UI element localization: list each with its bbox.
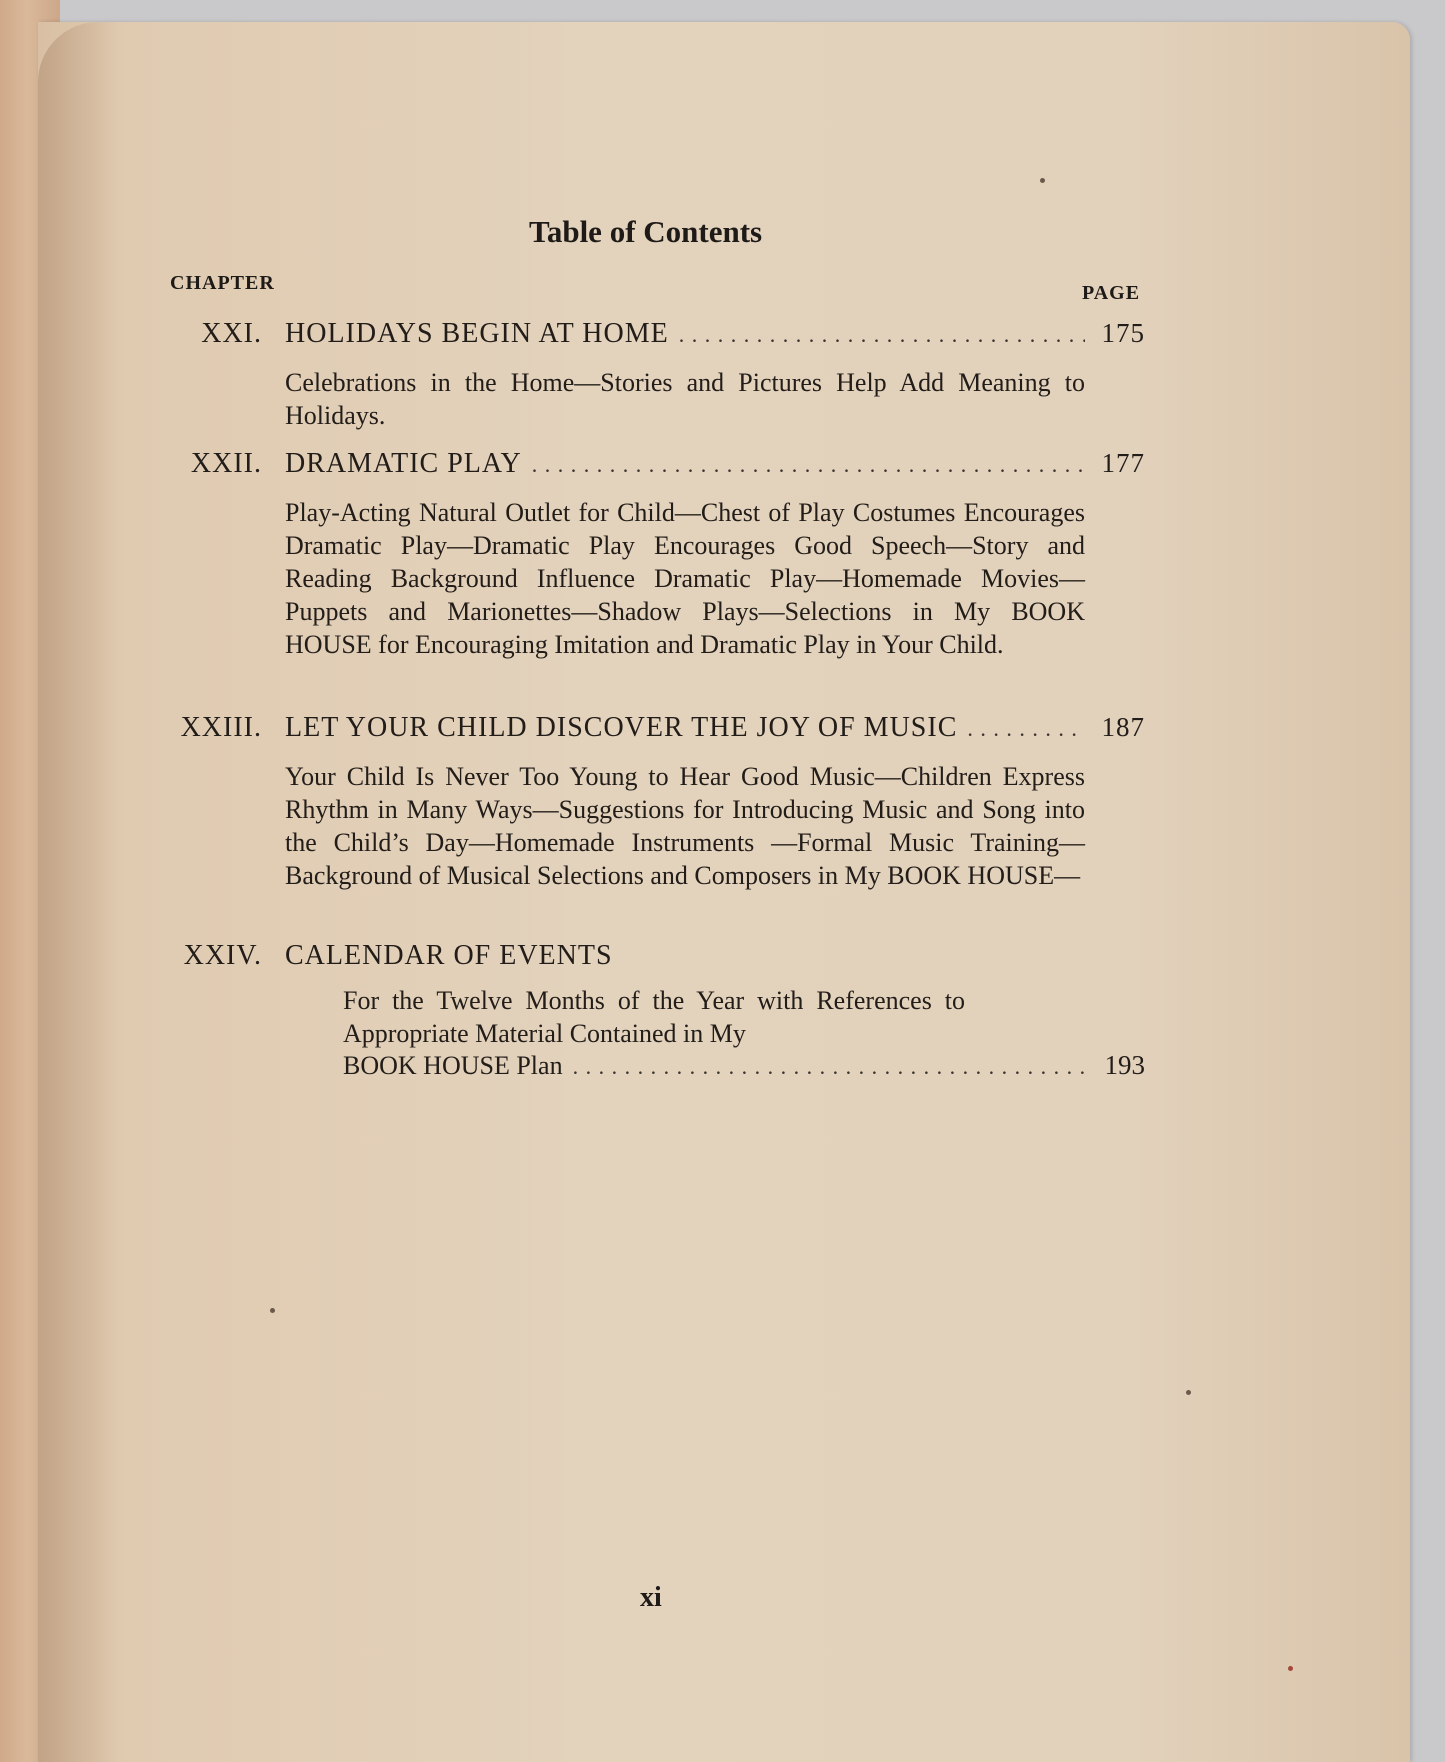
page-number: 175 xyxy=(1101,318,1145,348)
chapter-title: DRAMATIC PLAY xyxy=(285,448,522,479)
paper-speck xyxy=(1288,1666,1293,1671)
chapter-title: CALENDAR OF EVENTS xyxy=(285,940,613,971)
paper-speck xyxy=(270,1308,275,1313)
chapter-title-continuation: BOOK HOUSE Plan xyxy=(343,1051,563,1080)
page-number: 193 xyxy=(1104,1050,1145,1080)
page-folio: xi xyxy=(640,1582,662,1613)
toc-entry[interactable] xyxy=(285,318,1145,350)
chapter-number: XXI. xyxy=(201,318,262,349)
chapter-number: XXIII. xyxy=(180,712,262,743)
chapter-title: LET YOUR CHILD DISCOVER THE JOY OF MUSIC xyxy=(285,712,958,743)
dot-leader xyxy=(532,452,1085,478)
chapter-number: XXIV. xyxy=(183,940,262,971)
dot-leader xyxy=(573,1054,1085,1080)
page-number: 177 xyxy=(1101,448,1145,478)
toc-entry[interactable] xyxy=(285,712,1145,744)
paper-speck xyxy=(1040,178,1045,183)
chapter-title: HOLIDAYS BEGIN AT HOME xyxy=(285,318,669,349)
page-gutter-shadow xyxy=(38,22,118,1762)
dot-leader xyxy=(967,716,1085,742)
chapter-number: XXII. xyxy=(190,448,262,479)
dot-leader xyxy=(679,322,1085,348)
toc-entry[interactable] xyxy=(285,448,1145,480)
chapter-column-header: CHAPTER xyxy=(170,272,275,294)
chapter-description: Play-Acting Natural Outlet for Child—Chest of Play Costumes Encourages Dramatic Play—Dramatic Play Encourages Good Speech—Story and Reading Background Influence Dramatic Play—Homemade Movies—Puppets and Marionettes—Shadow Plays—Selections in My BOOK HOUSE for Encouraging Imitation and Dramatic Play in Your Child. xyxy=(285,498,1085,659)
page-number: 187 xyxy=(1101,712,1145,742)
chapter-description: For the Twelve Months of the Year with References to Appropriate Material Contained in My xyxy=(343,986,965,1048)
page-column-header: PAGE xyxy=(1082,282,1141,304)
paper-speck xyxy=(1186,1390,1191,1395)
chapter-description: Your Child Is Never Too Young to Hear Good Music—Children Express Rhythm in Many Ways—Suggestions for Introducing Music and Song into the Child’s Day—Homemade Instruments —Formal Music Training—Background of Musical Selections and Composers in My BOOK HOUSE— xyxy=(285,762,1085,890)
chapter-description: Celebrations in the Home—Stories and Pictures Help Add Meaning to Holidays. xyxy=(285,368,1085,430)
toc-entry-final-line[interactable] xyxy=(343,1050,1145,1081)
toc-entry[interactable] xyxy=(285,940,1145,972)
page-title: Table of Contents xyxy=(529,214,763,249)
